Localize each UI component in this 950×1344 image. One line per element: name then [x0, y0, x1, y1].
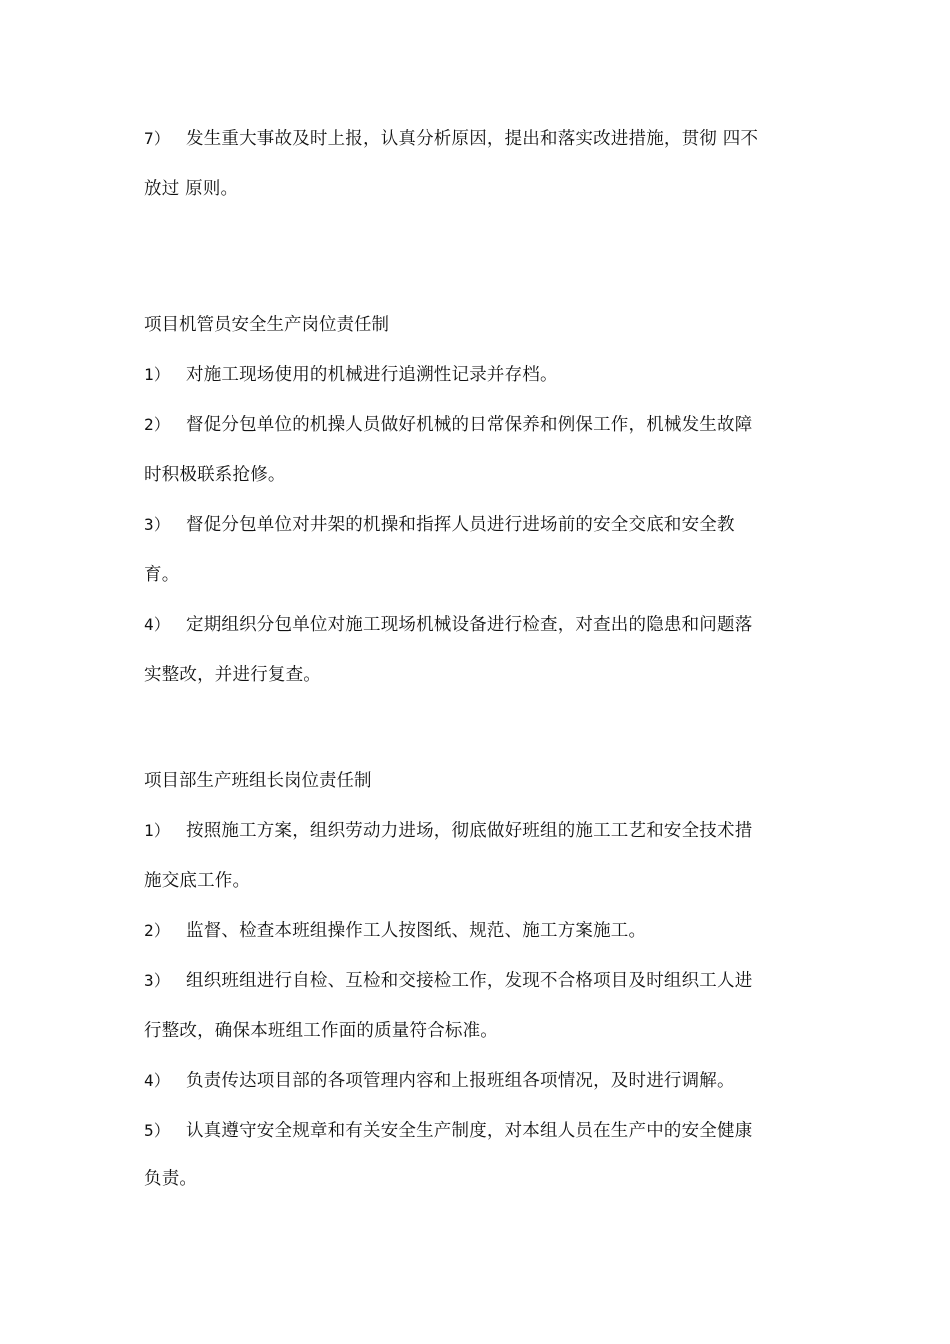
item-text: 监督、检查本班组操作工人按图纸、规范、施工方案施工。 — [186, 921, 647, 941]
item-text: 发生重大事故及时上报，认真分析原因，提出和落实改进措施，贯彻 四不 — [186, 129, 759, 149]
item-text: 组织班组进行自检、互检和交接检工作，发现不合格项目及时组织工人进 — [186, 971, 753, 991]
item-text: 督促分包单位的机操人员做好机械的日常保养和例保工作，机械发生故障 — [186, 415, 753, 435]
item-text-continued: 时积极联系抢修。 — [144, 465, 286, 485]
section1-item-2-line1 — [144, 412, 752, 438]
section2-item-5-line1 — [144, 1118, 752, 1144]
section2-item-1-line2 — [144, 868, 250, 894]
section-title: 项目部生产班组长岗位责任制 — [144, 771, 372, 791]
item-7-line2 — [144, 176, 238, 202]
section-title: 项目机管员安全生产岗位责任制 — [144, 315, 389, 335]
section2-item-1-line1 — [144, 818, 752, 844]
section2-item-3-line1 — [144, 968, 752, 994]
item-text-continued: 施交底工作。 — [144, 871, 251, 891]
item-number: 1） — [144, 365, 171, 384]
item-number: 3） — [144, 515, 171, 534]
section1-item-1 — [144, 362, 558, 388]
section2-item-4 — [144, 1068, 735, 1094]
item-number: 5） — [144, 1121, 171, 1140]
item-7-line1 — [144, 126, 758, 152]
section1-item-3-line2 — [144, 562, 179, 588]
section1-item-4-line2 — [144, 662, 321, 688]
item-number: 1） — [144, 821, 171, 840]
section1-item-3-line1 — [144, 512, 735, 538]
item-number: 3） — [144, 971, 171, 990]
item-number: 4） — [144, 615, 171, 634]
item-text: 认真遵守安全规章和有关安全生产制度，对本组人员在生产中的安全健康 — [186, 1121, 753, 1141]
item-text-continued: 放过 原则。 — [144, 179, 239, 199]
item-text: 负责传达项目部的各项管理内容和上报班组各项情况，及时进行调解。 — [186, 1071, 735, 1091]
section2-item-2 — [144, 918, 646, 944]
section2-item-5-line2 — [144, 1166, 197, 1192]
section1-item-2-line2 — [144, 462, 286, 488]
item-text-continued: 负责。 — [144, 1169, 198, 1189]
section2-item-3-line2 — [144, 1018, 498, 1044]
item-number: 4） — [144, 1071, 171, 1090]
item-text-continued: 行整改，确保本班组工作面的质量符合标准。 — [144, 1021, 498, 1041]
item-text: 按照施工方案，组织劳动力进场，彻底做好班组的施工工艺和安全技术措 — [186, 821, 753, 841]
item-text: 督促分包单位对井架的机操和指挥人员进行进场前的安全交底和安全教 — [186, 515, 735, 535]
item-number: 2） — [144, 921, 171, 940]
item-text-continued: 实整改，并进行复查。 — [144, 665, 321, 685]
item-text: 对施工现场使用的机械进行追溯性记录并存档。 — [186, 365, 558, 385]
item-number: 7） — [144, 129, 171, 148]
item-text-continued: 育。 — [144, 565, 180, 585]
item-text: 定期组织分包单位对施工现场机械设备进行检查，对查出的隐患和问题落 — [186, 615, 753, 635]
item-number: 2） — [144, 415, 171, 434]
section1-item-4-line1 — [144, 612, 752, 638]
